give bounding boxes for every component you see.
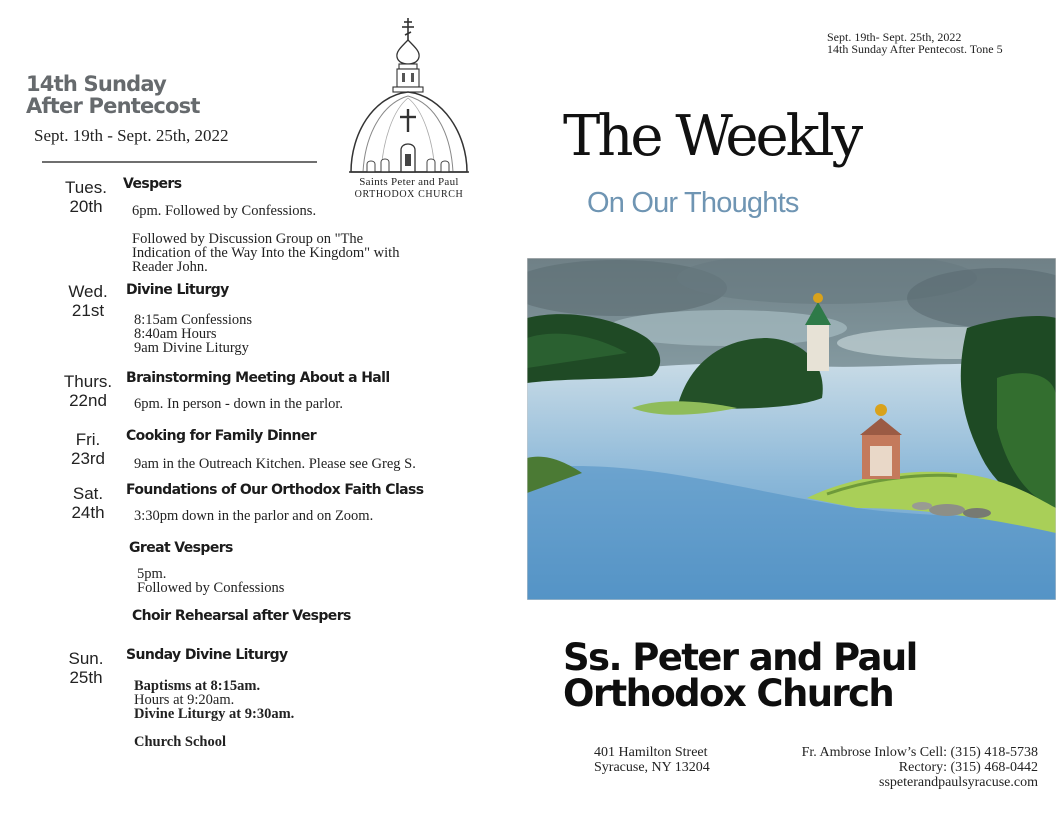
event-detail-line: Indication of the Way Into the Kingdom" with — [132, 245, 400, 261]
day-label-thursday — [55, 372, 121, 410]
event-title-great-vespers: Great Vespers — [129, 540, 233, 556]
event-detail-line: Hours at 9:20am. — [134, 692, 235, 708]
sunday-heading-line1: 14th Sunday — [26, 72, 166, 96]
day-name: Sat. — [72, 484, 104, 503]
day-name: Sun. — [68, 649, 104, 668]
church-address — [594, 745, 710, 775]
day-date: 22nd — [69, 391, 107, 410]
day-label-tuesday — [53, 178, 119, 216]
event-detail: 9am in the Outreach Kitchen. Please see Greg S. — [134, 456, 416, 472]
week-dates: Sept. 19th - Sept. 25th, 2022 — [34, 126, 229, 145]
day-date: 23rd — [70, 449, 106, 468]
event-detail-group — [132, 232, 399, 274]
day-label-friday — [55, 430, 121, 468]
day-date: 25th — [69, 668, 103, 687]
day-date: 24th — [71, 503, 105, 522]
day-label-saturday — [55, 484, 121, 522]
event-detail-line: 5pm. — [137, 566, 167, 582]
day-label-wednesday — [55, 282, 121, 320]
newsletter-subtitle: On Our Thoughts — [587, 187, 799, 219]
contact-info — [802, 745, 1038, 790]
church-name-line1: Ss. Peter and Paul — [563, 636, 917, 679]
day-label-sunday — [53, 649, 119, 687]
day-name: Fri. — [75, 430, 101, 449]
event-detail-group — [137, 567, 284, 595]
event-title-divine-liturgy: Divine Liturgy — [126, 282, 229, 298]
day-name: Tues. — [65, 178, 107, 197]
event-detail: 6pm. In person - down in the parlor. — [134, 396, 344, 412]
landscape-painting-image — [527, 258, 1056, 600]
event-detail: 3:30pm down in the parlor and on Zoom. — [134, 508, 374, 524]
event-detail-group — [134, 313, 252, 355]
logo-name-line2: ORTHODOX CHURCH — [354, 189, 464, 200]
contact-cell: Fr. Ambrose Inlow’s Cell: (315) 418-5738 — [801, 745, 1038, 760]
event-detail-line: 9am Divine Liturgy — [134, 340, 249, 356]
sunday-heading — [26, 73, 200, 117]
event-title-brainstorming: Brainstorming Meeting About a Hall — [126, 370, 390, 386]
church-name — [563, 636, 917, 715]
day-date: 20th — [69, 197, 103, 216]
newsletter-title: The Weekly — [563, 104, 861, 169]
sunday-heading-line2: After Pentecost — [26, 94, 200, 118]
event-detail-church-school: Church School — [134, 734, 226, 750]
event-title-vespers: Vespers — [123, 176, 182, 192]
event-detail-line: Baptisms at 8:15am. — [134, 678, 261, 694]
event-title-cooking: Cooking for Family Dinner — [126, 428, 317, 444]
event-title-choir-rehearsal: Choir Rehearsal after Vespers — [132, 608, 351, 624]
event-detail-group — [134, 679, 294, 721]
day-name: Wed. — [68, 282, 108, 301]
day-date: 21st — [71, 301, 105, 320]
top-right-sunday: 14th Sunday After Pentecost. Tone 5 — [827, 42, 1003, 56]
contact-rectory: Rectory: (315) 468-0442 — [898, 760, 1038, 775]
event-detail-line: 8:40am Hours — [134, 326, 217, 342]
contact-website: sspeterandpaulsyracuse.com — [879, 775, 1038, 790]
event-detail-line: 8:15am Confessions — [134, 312, 253, 328]
watercolor-painting — [527, 258, 1056, 600]
event-title-foundations-class: Foundations of Our Orthodox Faith Class — [126, 482, 424, 498]
event-detail-line: Followed by Discussion Group on "The — [132, 231, 364, 247]
top-right-dates: Sept. 19th- Sept. 25th, 2022 — [827, 30, 962, 44]
day-name: Thurs. — [63, 372, 113, 391]
divider — [42, 161, 317, 163]
top-right-date-block — [827, 31, 1003, 55]
church-dome-icon — [345, 14, 473, 179]
event-detail-line: Followed by Confessions — [137, 580, 285, 596]
event-title-sunday-liturgy: Sunday Divine Liturgy — [126, 647, 288, 663]
address-street: 401 Hamilton Street — [594, 745, 708, 760]
event-detail: 6pm. Followed by Confessions. — [132, 203, 317, 219]
address-city: Syracuse, NY 13204 — [594, 760, 710, 775]
logo-name-line1: Saints Peter and Paul — [359, 176, 459, 188]
church-name-line2: Orthodox Church — [563, 672, 894, 715]
event-detail-line: Reader John. — [132, 259, 208, 275]
event-detail-line: Divine Liturgy at 9:30am. — [134, 706, 295, 722]
